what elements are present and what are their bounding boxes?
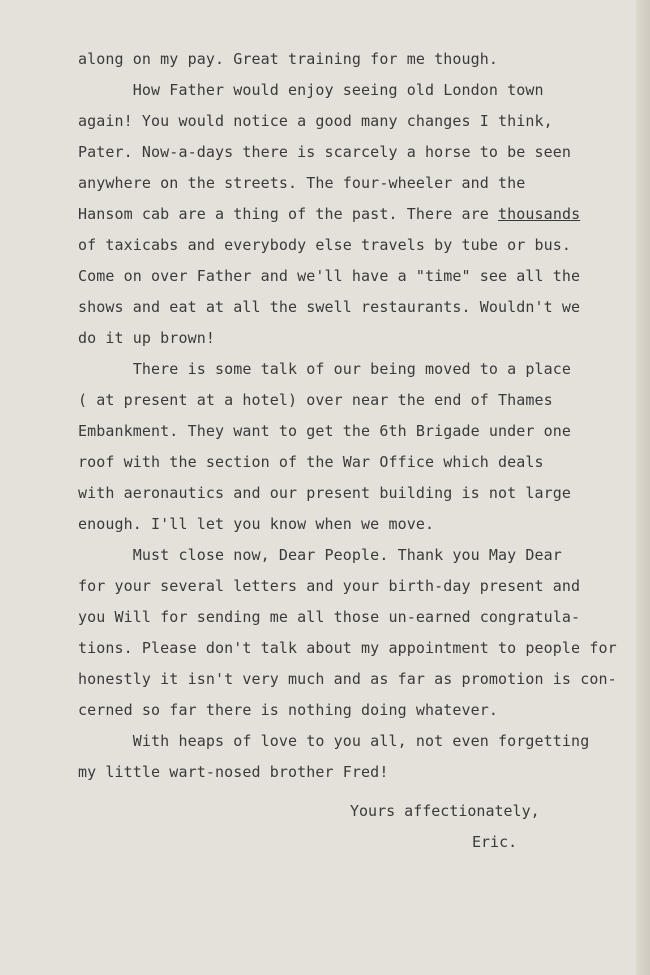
letter-line-5: anywhere on the streets. The four-wheeler and the (78, 174, 526, 192)
letter-line-8: Come on over Father and we'll have a "time" see all the (78, 267, 581, 285)
letter-line-7: of taxicabs and everybody else travels by tube or bus. (78, 236, 572, 254)
letter-line-9: shows and eat at all the swell restaurants. Wouldn't we (78, 298, 581, 316)
letter-line-21: honestly it isn't very much and as far as promotion is con- (78, 670, 617, 688)
letter-line-19: you Will for sending me all those un-earned congratula- (78, 608, 581, 626)
letter-line-3: again! You would notice a good many changes I think, (78, 112, 553, 130)
letter-line-18: for your several letters and your birth-day present and (78, 577, 581, 595)
page-edge-shadow (636, 0, 650, 975)
letter-line-20: tions. Please don't talk about my appointment to people for (78, 639, 617, 657)
letter-line-2: How Father would enjoy seeing old London town (78, 81, 544, 99)
letter-line-24: my little wart-nosed brother Fred! (78, 763, 389, 781)
letter-body (78, 44, 638, 788)
closing-line: Yours affectionately, (350, 802, 540, 820)
letter-line-1: along on my pay. Great training for me though. (78, 50, 499, 68)
letter-line-12: ( at present at a hotel) over near the end of Thames (78, 391, 553, 409)
letter-line-14: roof with the section of the War Office which deals (78, 453, 544, 471)
letter-line-6 (78, 199, 638, 230)
letter-line-4: Pater. Now-a-days there is scarcely a horse to be seen (78, 143, 572, 161)
letter-line-22: cerned so far there is nothing doing whatever. (78, 701, 499, 719)
letter-line-17: Must close now, Dear People. Thank you May Dear (78, 546, 562, 564)
letter-line-13: Embankment. They want to get the 6th Brigade under one (78, 422, 572, 440)
underlined-word: thousands (498, 205, 581, 223)
letter-line-15: with aeronautics and our present building is not large (78, 484, 572, 502)
signature: Eric. (472, 833, 518, 851)
letter-line-6-text: Hansom cab are a thing of the past. There are (78, 205, 489, 223)
letter-line-23: With heaps of love to you all, not even forgetting (78, 732, 590, 750)
letter-line-16: enough. I'll let you know when we move. (78, 515, 435, 533)
letter-line-10: do it up brown! (78, 329, 215, 347)
letter-line-11: There is some talk of our being moved to a place (78, 360, 572, 378)
